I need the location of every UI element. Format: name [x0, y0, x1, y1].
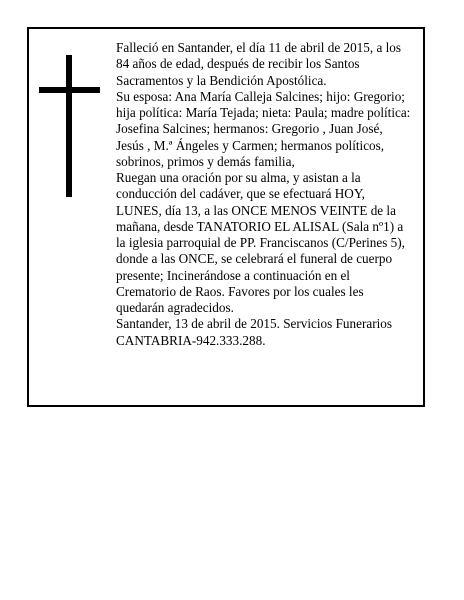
- text-line: Josefina Salcines; hermanos: Gregorio , Juan José,: [116, 121, 383, 137]
- text-line: LUNES, día 13, a las ONCE MENOS VEINTE de la: [116, 202, 396, 218]
- obituary-notice: [27, 27, 425, 407]
- text-line: mañana, desde TANATORIO EL ALISAL (Sala nº1) a: [116, 218, 404, 234]
- text-line: Su esposa: Ana María Calleja Salcines; hijo: Gregorio;: [116, 88, 405, 104]
- text-line: quedarán agradecidos.: [116, 300, 234, 315]
- text-line: 84 años de edad, después de recibir los Santos: [116, 56, 360, 72]
- obituary-text: [116, 40, 421, 349]
- text-line: donde a las ONCE, se celebrará el funeral de cuerpo: [116, 251, 393, 267]
- text-line: Falleció en Santander, el día 11 de abril de 2015, a los: [116, 40, 401, 55]
- text-line: Crematorio de Raos. Favores por los cuales les: [116, 283, 364, 299]
- text-line: hija política: María Tejada; nieta: Paula; madre política:: [116, 105, 411, 120]
- text-line: Jesús , M.ª Ángeles y Carmen; hermanos políticos,: [116, 137, 385, 153]
- text-line: sobrinos, primos y demás familia,: [116, 153, 295, 169]
- text-line: CANTABRIA-942.333.288.: [116, 332, 266, 348]
- cross-vertical-bar: [66, 55, 72, 197]
- text-line: Ruegan una oración por su alma, y asistan a la: [116, 170, 361, 185]
- text-line: Santander, 13 de abril de 2015. Servicios Funerarios: [116, 316, 392, 332]
- text-line: conducción del cadáver, que se efectuará HOY,: [116, 186, 365, 202]
- text-line: Sacramentos y la Bendición Apostólica.: [116, 72, 327, 88]
- text-line: presente; Incinerándose a continuación en el: [116, 267, 350, 283]
- cross-horizontal-bar: [39, 87, 100, 93]
- text-line: la iglesia parroquial de PP. Franciscanos (C/Perines 5),: [116, 235, 405, 250]
